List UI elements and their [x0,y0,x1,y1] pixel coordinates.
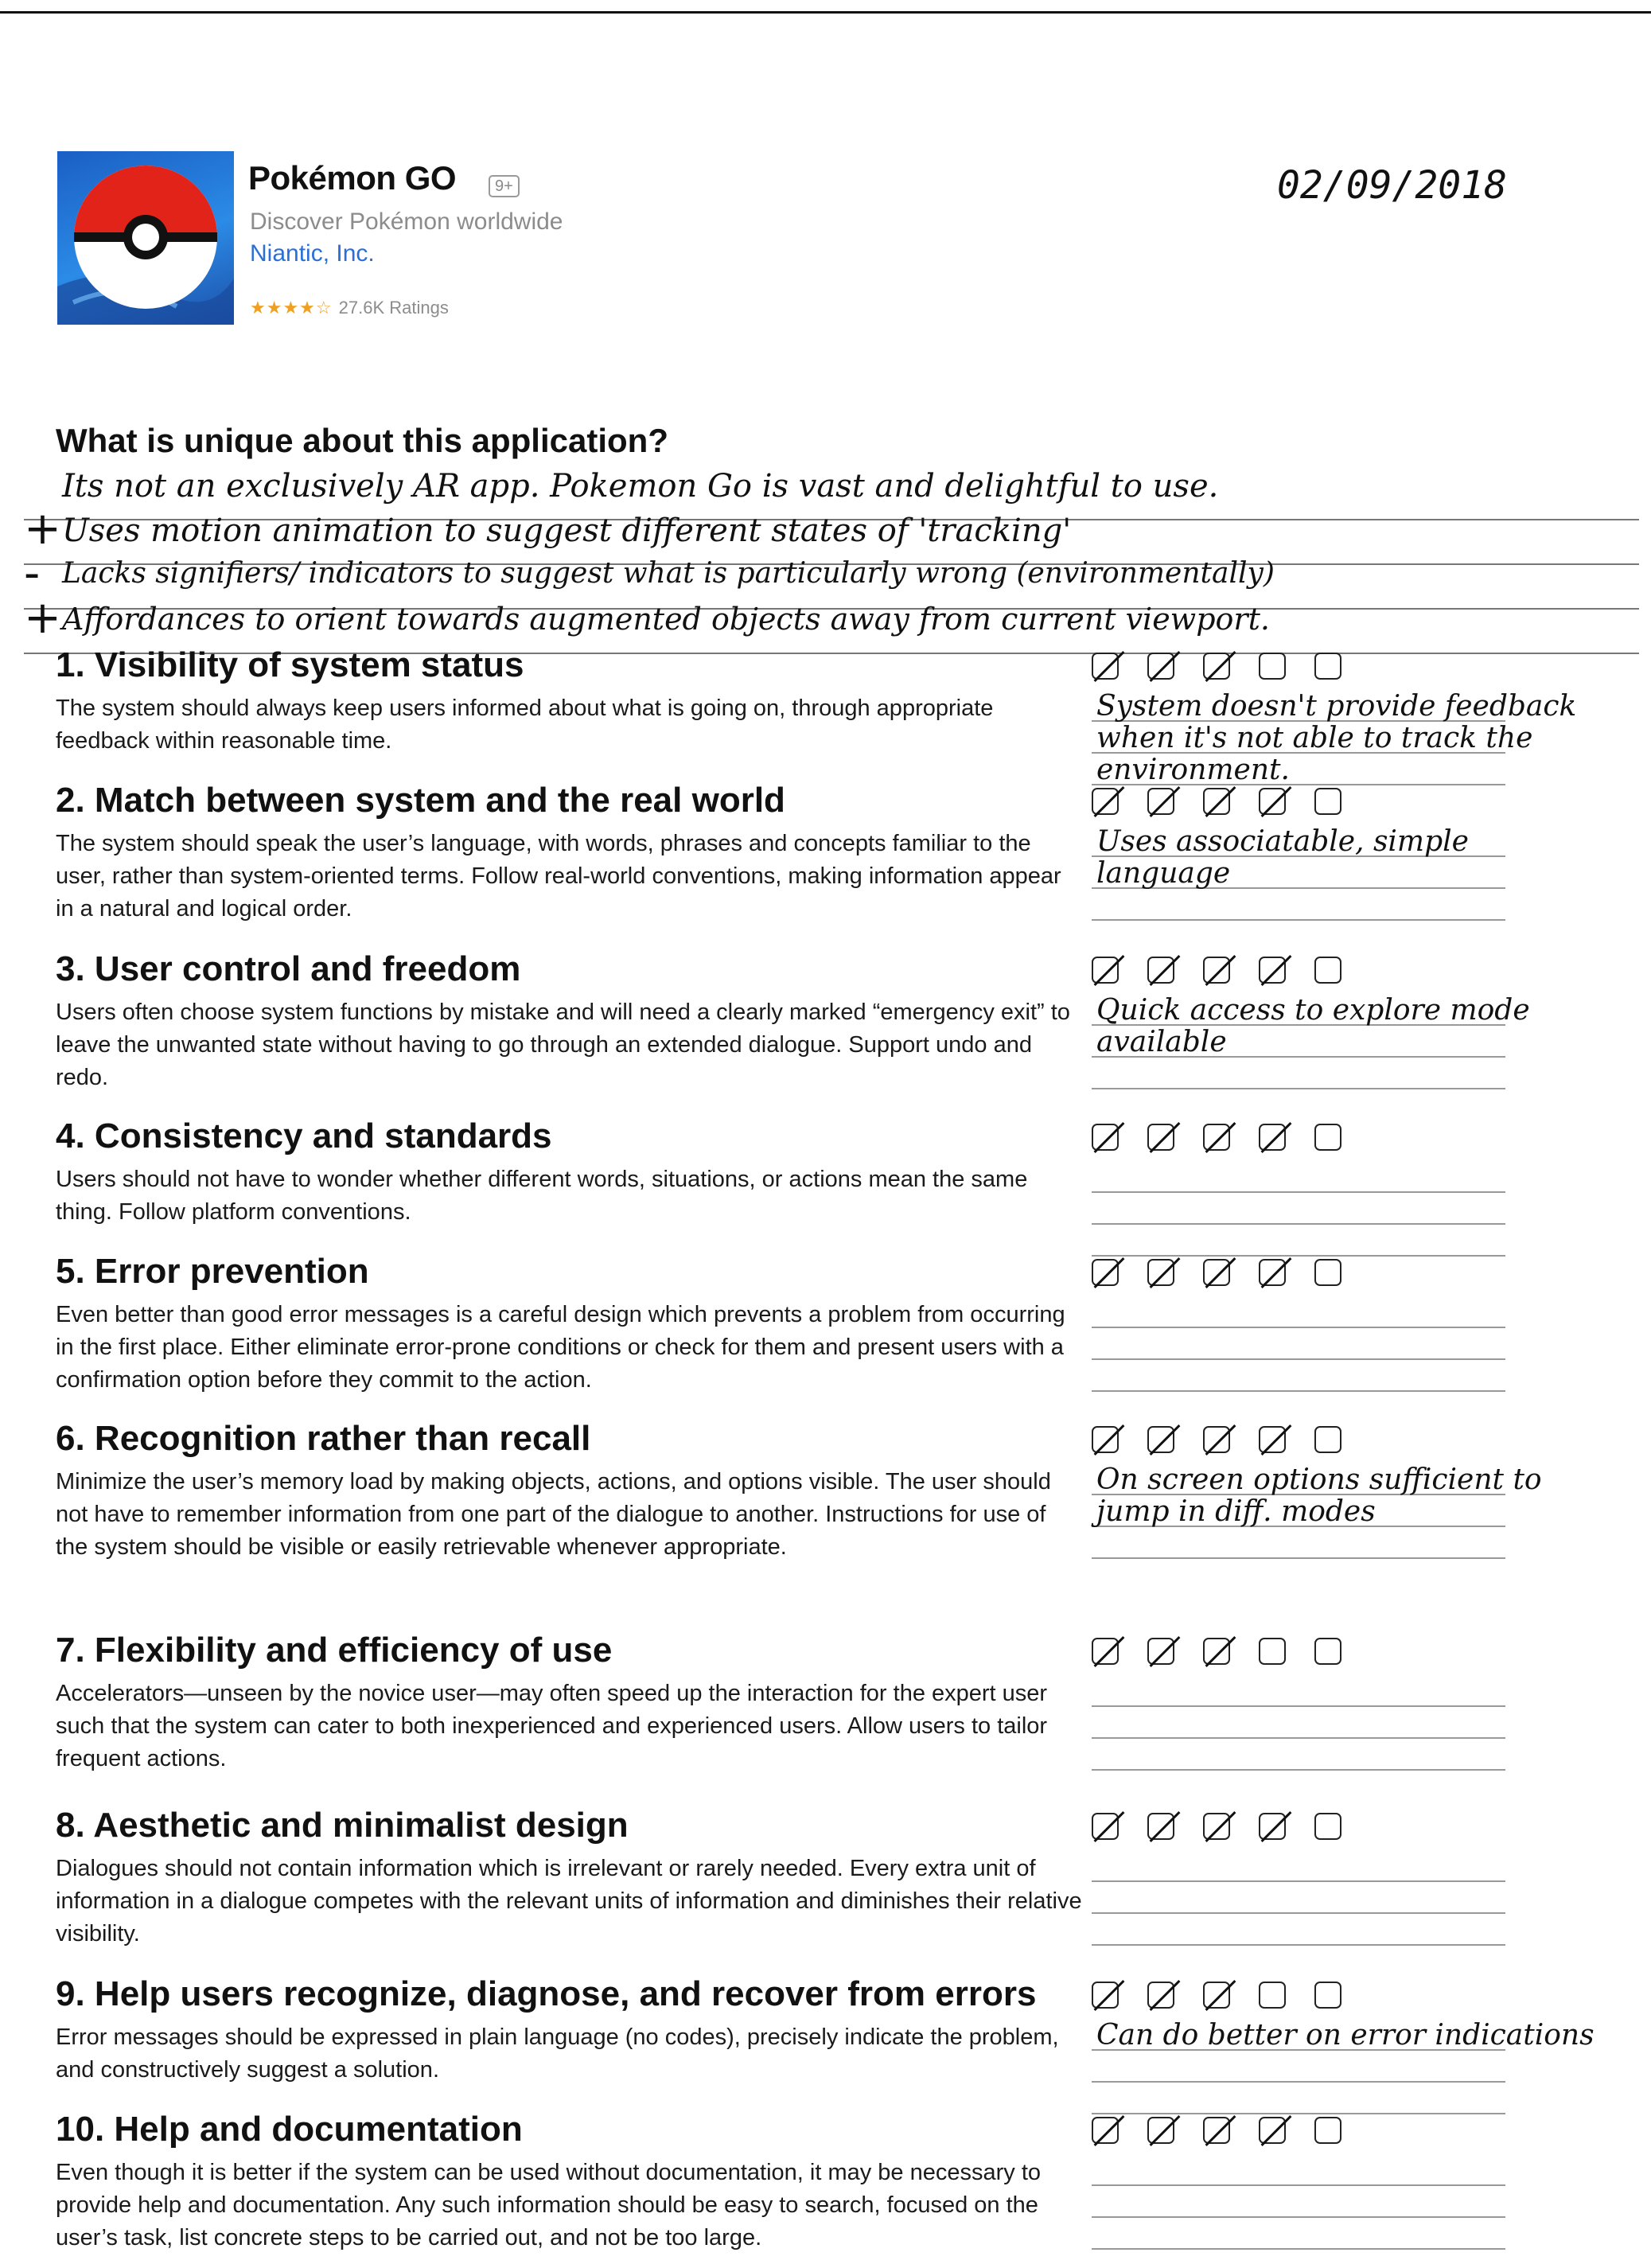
rating-checkbox[interactable] [1147,1813,1174,1840]
comment-rule-line [1092,1943,1505,1946]
rating-checkbox[interactable] [1203,2117,1230,2144]
rating-checkbox[interactable] [1203,1813,1230,1840]
rating-checkbox[interactable] [1314,1426,1341,1453]
comment-rule-line [1092,1705,1505,1707]
comment-rule-line [1092,2215,1505,2218]
rating-checkboxes [1092,1124,1341,1151]
rating-checkboxes [1092,1638,1341,1665]
rating-checkbox[interactable] [1203,788,1230,815]
rating-checkbox[interactable] [1147,788,1174,815]
rating-checkbox[interactable] [1092,1982,1119,2009]
rating-checkboxes [1092,2117,1341,2144]
rating-checkbox[interactable] [1314,2117,1341,2144]
rating-checkbox[interactable] [1259,957,1286,984]
comment-rule-line [1092,1087,1505,1089]
handwritten-date: 02/09/2018 [1277,163,1507,208]
note-text: Uses motion animation to suggest different states of 'tracking' [62,512,1072,549]
heuristic-section [56,949,1082,1094]
heuristic-title: 2. Match between system and the real world [56,781,785,820]
rating-checkbox[interactable] [1147,1426,1174,1453]
rating-checkboxes [1092,957,1341,984]
heuristic-section [56,1974,1082,2087]
app-subtitle: Discover Pokémon worldwide [250,208,563,235]
rating-checkbox[interactable] [1092,957,1119,984]
heuristic-description: Accelerators—unseen by the novice user—may often speed up the interaction for the expert user such that the system can cater to both inexperienced and experienced users. Allow users to tailor frequent actions. [56,1681,1048,1771]
comment-rule-line [1092,2184,1505,2186]
developer-link[interactable]: Niantic, Inc. [250,240,375,267]
heuristic-section [56,2109,1082,2254]
rating-checkbox[interactable] [1314,788,1341,815]
comment-rule-line [1092,1358,1505,1360]
rating-checkboxes [1092,1813,1341,1840]
heuristic-description: Error messages should be expressed in plain language (no codes), precisely indicate the problem, and constructively suggest a solution. [56,2024,1059,2083]
comment-rule-line [1092,1222,1505,1225]
rating-checkbox[interactable] [1314,653,1341,680]
rating-checkbox[interactable] [1147,1638,1174,1665]
comment-rule-line [1092,1557,1505,1559]
age-rating-badge: 9+ [489,175,520,197]
rating-checkbox[interactable] [1092,1638,1119,1665]
rating-checkbox[interactable] [1314,1813,1341,1840]
heuristic-title: 10. Help and documentation [56,2110,523,2149]
rating-checkbox[interactable] [1092,1259,1119,1286]
note-text: Its not an exclusively AR app. Pokemon Go is vast and delightful to use. [62,468,1219,505]
heuristic-section [56,645,1082,758]
star-rating-icon: ★★★★☆ [250,298,333,318]
rating-checkbox[interactable] [1259,1638,1286,1665]
rating-checkbox[interactable] [1203,1638,1230,1665]
rating-checkbox[interactable] [1092,1813,1119,1840]
rating-checkbox[interactable] [1092,2117,1119,2144]
rating-checkbox[interactable] [1259,1124,1286,1151]
rating-checkbox[interactable] [1147,653,1174,680]
comment-rule-line [1092,2112,1505,2114]
rating-checkbox[interactable] [1314,1982,1341,2009]
comment-rule-line [1092,1880,1505,1882]
comment-rule-line [1092,1911,1505,1914]
note-text: Lacks signifiers/ indicators to suggest what is particularly wrong (environmentally) [62,557,1275,590]
app-title: Pokémon GO [248,159,457,197]
comment-rule-line [1092,1736,1505,1739]
comment-rule-line [1092,1326,1505,1328]
rating-checkbox[interactable] [1147,1124,1174,1151]
comment-rule-line [1092,1389,1505,1392]
handwritten-comment: Quick access to explore mode available [1096,994,1530,1058]
heuristic-title: 8. Aesthetic and minimalist design [56,1806,629,1845]
rating-checkbox[interactable] [1092,1124,1119,1151]
rating-checkboxes [1092,1259,1341,1286]
note-sign: - [24,548,41,599]
heuristic-title: 9. Help users recognize, diagnose, and recover from errors [56,1974,1037,2013]
handwritten-comment: Can do better on error indications [1096,2019,1595,2052]
heuristic-title: 5. Error prevention [56,1252,369,1291]
heuristic-title: 3. User control and freedom [56,949,521,988]
note-text: Affordances to orient towards augmented objects away from current viewport. [62,602,1270,637]
comment-rule-line [1092,1191,1505,1193]
heuristic-section [56,1418,1082,1564]
heuristic-section [56,780,1082,926]
rating-checkbox[interactable] [1147,957,1174,984]
rating-checkbox[interactable] [1203,1426,1230,1453]
rating-checkbox[interactable] [1147,2117,1174,2144]
rating-checkbox[interactable] [1314,1124,1341,1151]
rating-summary [250,298,449,318]
rating-checkbox[interactable] [1092,788,1119,815]
pokemon-go-app-icon [57,151,234,325]
heuristic-section [56,1116,1082,1229]
heuristic-description: The system should always keep users informed about what is going on, through appropriate feedback within reasonable time. [56,696,994,754]
handwritten-comment: System doesn't provide feedback when it's not able to track the environment. [1096,690,1577,786]
rating-checkbox[interactable] [1092,653,1119,680]
heuristic-description: Dialogues should not contain information which is irrelevant or rarely needed. Every extra unit of information in a dialogue competes with the relevant units of information and diminishes their relative visibility. [56,1856,1082,1947]
rating-checkbox[interactable] [1259,1982,1286,2009]
unique-heading: What is unique about this application? [56,422,668,459]
heuristic-description: Minimize the user’s memory load by making objects, actions, and options visible. The user should not have to remember information from one part of the dialogue to another. Instructions for use of the system should be visible or easily retrievable whenever appropriate. [56,1469,1051,1560]
rating-checkbox[interactable] [1147,1982,1174,2009]
heuristic-title: 4. Consistency and standards [56,1116,552,1155]
rating-checkbox[interactable] [1314,1638,1341,1665]
rating-checkbox[interactable] [1092,1426,1119,1453]
handwritten-comment: Uses associatable, simple language [1096,825,1469,890]
rating-checkbox[interactable] [1259,653,1286,680]
rating-checkboxes [1092,1426,1341,1453]
rating-checkbox[interactable] [1259,1426,1286,1453]
rating-checkbox[interactable] [1203,653,1230,680]
heuristic-description: Users often choose system functions by mistake and will need a clearly marked “emergency exit” to leave the unwanted state without having to go through an extended dialogue. Support undo and redo. [56,1000,1070,1090]
comment-rule-line [1092,918,1505,921]
rating-checkbox[interactable] [1203,1259,1230,1286]
rating-checkbox[interactable] [1314,1259,1341,1286]
rating-checkbox[interactable] [1203,1124,1230,1151]
heuristic-description: Even though it is better if the system can be used without documentation, it may be necessary to provide help and documentation. Any such information should be easy to search, focused on the user’s task, list concrete steps to be carried out, and not be too large. [56,2160,1042,2250]
heuristic-title: 1. Visibility of system status [56,645,524,684]
top-rule [0,11,1651,14]
comment-rule-line [1092,2247,1505,2250]
heuristic-description: Users should not have to wonder whether different words, situations, or actions mean the same thing. Follow platform conventions. [56,1167,1028,1225]
note-sign: + [24,592,61,644]
comment-rule-line [1092,1254,1505,1257]
rating-checkbox[interactable] [1203,1982,1230,2009]
heuristic-title: 6. Recognition rather than recall [56,1419,591,1458]
heuristic-description: The system should speak the user’s language, with words, phrases and concepts familiar to the user, rather than system-oriented terms. Follow real-world conventions, making information appear in a natural and logical order. [56,831,1061,922]
comment-rule-line [1092,1768,1505,1771]
rating-checkbox[interactable] [1203,957,1230,984]
rating-checkboxes [1092,653,1341,680]
note-sign: + [24,503,61,555]
rating-checkboxes [1092,1982,1341,2009]
rating-checkbox[interactable] [1147,1259,1174,1286]
rating-checkbox[interactable] [1259,1259,1286,1286]
handwritten-comment: On screen options sufficient to jump in diff. modes [1096,1463,1542,1528]
ratings-count: 27.6K Ratings [338,298,449,318]
heuristic-description: Even better than good error messages is a careful design which prevents a problem from occurring in the first place. Either eliminate error-prone conditions or check for them and present users with a confirmation option before they commit to the action. [56,1302,1065,1393]
comment-rule-line [1092,2080,1505,2083]
heuristic-section [56,1251,1082,1397]
rating-checkbox[interactable] [1259,788,1286,815]
heuristic-section [56,1805,1082,1950]
rating-checkbox[interactable] [1259,2117,1286,2144]
heuristic-title: 7. Flexibility and efficiency of use [56,1631,613,1670]
rating-checkbox[interactable] [1314,957,1341,984]
rating-checkboxes [1092,788,1341,815]
heuristic-section [56,1630,1082,1775]
rating-checkbox[interactable] [1259,1813,1286,1840]
